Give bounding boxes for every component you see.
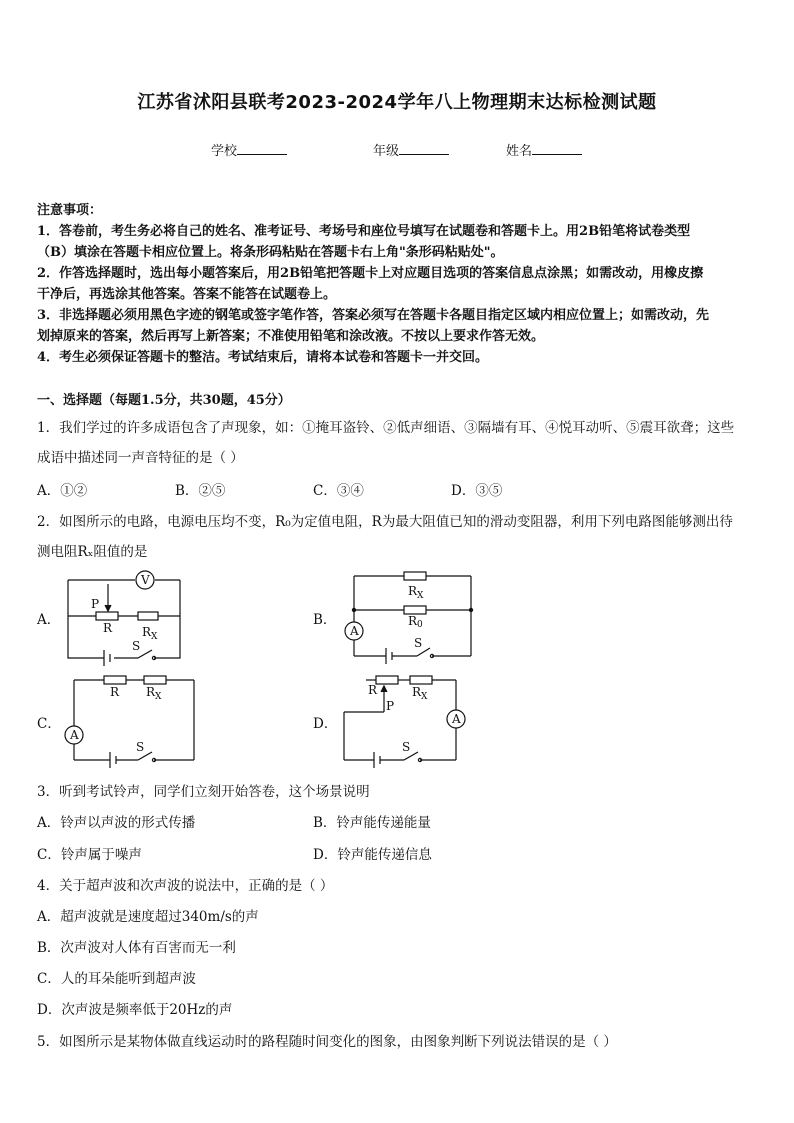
notice-line: 划掉原来的答案，然后再写上新答案；不准使用铅笔和涂改液。不按以上要求作答无效。 <box>37 329 545 344</box>
q1-option-b[interactable]: B．②⑤ <box>175 483 226 499</box>
q1-option-d[interactable]: D．③⑤ <box>451 483 503 499</box>
label-r: R <box>110 685 120 699</box>
notice-line: 3．非选择题必须用黑色字迹的钢笔或签字笔作答，答案必须写在答题卡各题目指定区域内相应位置上；如需改动，先 <box>37 308 710 323</box>
notice-heading: 注意事项： <box>37 203 103 218</box>
label-a: A <box>70 728 79 742</box>
question-2-stem: 2．如图所示的电路，电源电压均不变，R₀为定值电阻，R为最大阻值已知的滑动变阻器，利用下列电路图能够测出待 <box>37 514 733 530</box>
q2-option-c[interactable]: C． <box>37 716 61 732</box>
label-rx: $R_X$ <box>412 685 428 702</box>
notice-line: 1．答卷前，考生务必将自己的姓名、准考证号、考场号和座位号填写在试题卷和答题卡上。用2B铅笔将试卷类型 <box>37 224 691 239</box>
label-rx: $R_X$ <box>146 685 162 702</box>
q2-option-d[interactable]: D． <box>313 716 338 732</box>
q2-option-a[interactable]: A． <box>37 612 61 628</box>
q1-option-a[interactable]: A．①② <box>37 483 88 499</box>
question-2-stem-cont: 测电阻Rₓ阻值的是 <box>37 544 148 560</box>
label-rx: $R_X$ <box>142 625 158 642</box>
label-s: S <box>402 740 411 754</box>
q4-option-d[interactable]: D．次声波是频率低于20Hz的声 <box>37 1002 233 1018</box>
question-1-stem: 1．我们学过的许多成语包含了声现象，如：①掩耳盗铃、②低声细语、③隔墙有耳、④悦耳动听、⑤震耳欲聋；这些 <box>37 420 735 436</box>
q4-option-c[interactable]: C．人的耳朵能听到超声波 <box>37 971 196 987</box>
q3-option-d[interactable]: D．铃声能传递信息 <box>313 847 432 863</box>
school-blank[interactable] <box>237 142 287 155</box>
question-3-stem: 3．听到考试铃声，同学们立刻开始答卷，这个场景说明 <box>37 784 370 800</box>
notice-line: 2．作答选择题时，选出每小题答案后，用2B铅笔把答题卡上对应题目选项的答案信息点涂黑；如需改动，用橡皮擦 <box>37 266 704 281</box>
grade-label: 年级 <box>373 144 400 159</box>
label-p: P <box>386 699 395 713</box>
label-rx: $R_X$ <box>408 584 424 601</box>
question-4-stem: 4．关于超声波和次声波的说法中，正确的是（ ） <box>37 878 334 894</box>
label-p: P <box>91 597 100 611</box>
label-s: S <box>132 639 141 653</box>
circuit-diagram-a <box>60 568 190 664</box>
notice-line: 4．考生必须保证答题卡的整洁。考试结束后，请将本试卷和答题卡一并交回。 <box>37 350 489 365</box>
name-blank[interactable] <box>532 142 582 155</box>
q3-option-a[interactable]: A．铃声以声波的形式传播 <box>37 815 196 831</box>
label-a: A <box>350 624 359 638</box>
label-r: R <box>368 683 378 697</box>
circuit-diagram-d <box>340 672 474 764</box>
q2-option-b[interactable]: B． <box>313 612 337 628</box>
school-label: 学校 <box>211 144 238 159</box>
circuit-diagram-b <box>342 570 476 660</box>
label-r: R <box>103 621 113 635</box>
question-5-stem: 5．如图所示是某物体做直线运动时的路程随时间变化的图象，由图象判断下列说法错误的是（ ） <box>37 1034 617 1050</box>
q3-option-c[interactable]: C．铃声属于噪声 <box>37 847 142 863</box>
grade-blank[interactable] <box>399 142 449 155</box>
section-heading: 一、选择题（每题1.5分，共30题，45分） <box>37 393 291 408</box>
name-label: 姓名 <box>506 144 533 159</box>
notice-line: 干净后，再选涂其他答案。答案不能答在试题卷上。 <box>37 287 337 302</box>
label-v: V <box>141 573 150 587</box>
q4-option-a[interactable]: A．超声波就是速度超过340m/s的声 <box>37 909 259 925</box>
q4-option-b[interactable]: B．次声波对人体有百害而无一利 <box>37 940 236 956</box>
name-field <box>506 140 582 159</box>
label-r0: R0 <box>408 614 423 630</box>
school-field <box>211 140 287 159</box>
grade-field <box>373 140 449 159</box>
notice-line: （B）填涂在答题卡相应位置上。将条形码粘贴在答题卡右上角"条形码粘贴处"。 <box>37 245 504 260</box>
label-s: S <box>414 636 423 650</box>
label-a: A <box>452 712 461 726</box>
question-1-stem-cont: 成语中描述同一声音特征的是（ ） <box>37 450 244 466</box>
page-title: 江苏省沭阳县联考2023-2024学年八上物理期末达标检测试题 <box>137 92 657 113</box>
q3-option-b[interactable]: B．铃声能传递能量 <box>313 815 431 831</box>
label-s: S <box>136 740 145 754</box>
q1-option-c[interactable]: C．③④ <box>313 483 364 499</box>
circuit-diagram-c <box>64 674 198 764</box>
